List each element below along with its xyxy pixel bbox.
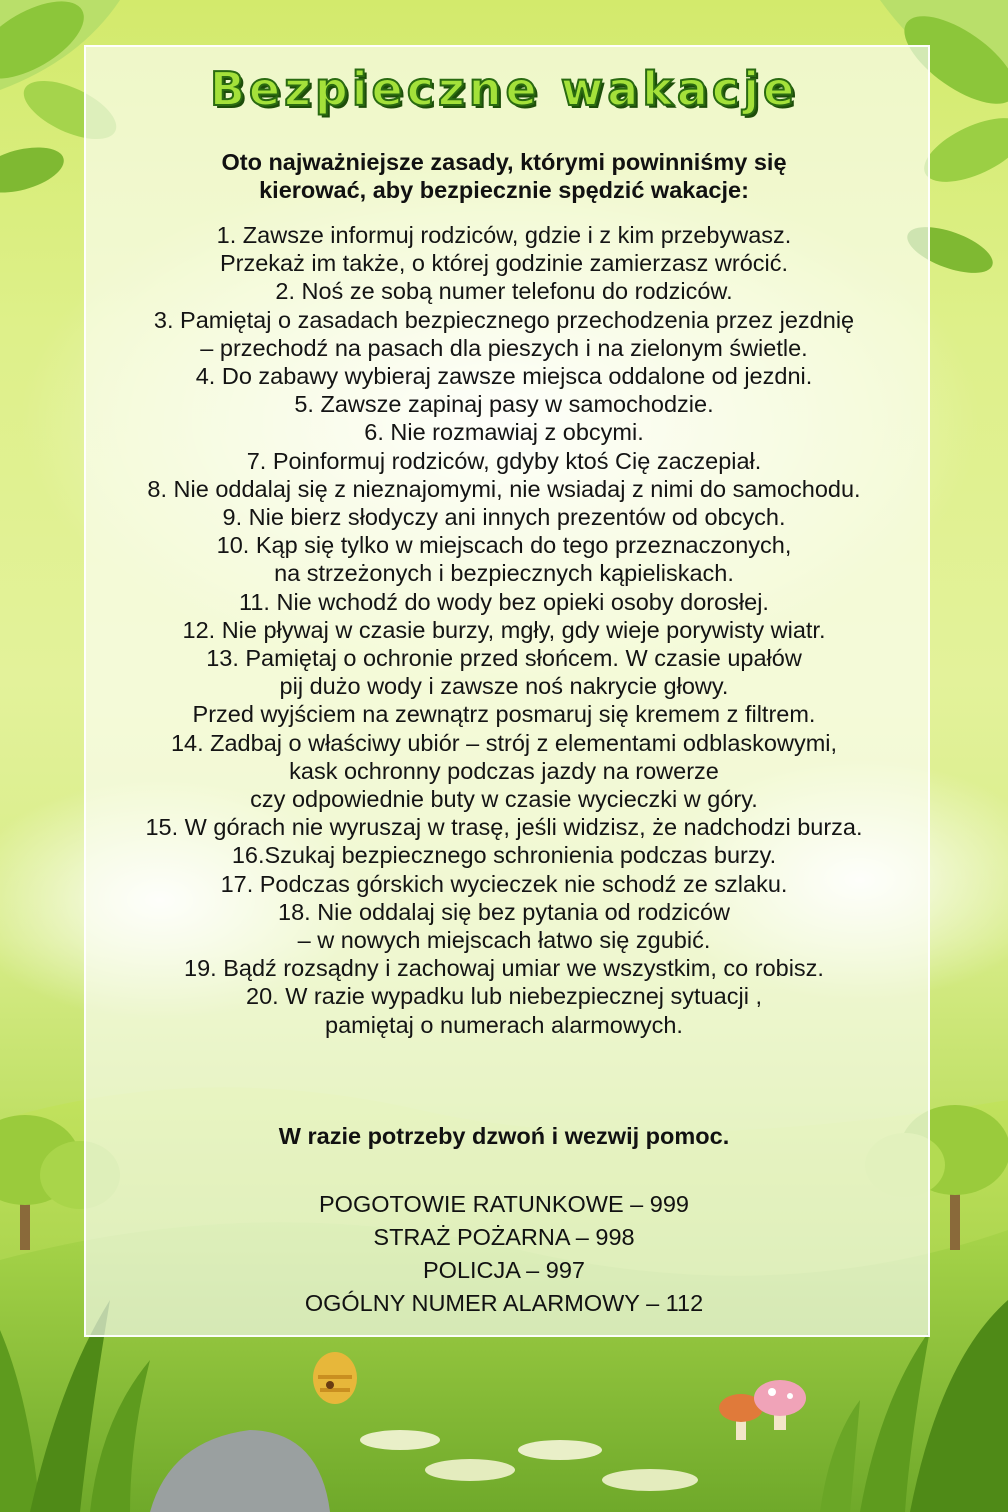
- intro-line: Oto najważniejsze zasady, którymi powinniśmy się: [221, 149, 787, 175]
- rule-line: 12. Nie pływaj w czasie burzy, mgły, gdy wieje porywisty wiatr.: [182, 616, 826, 643]
- rule-line: na strzeżonych i bezpiecznych kąpieliskach.: [274, 560, 734, 587]
- emergency-numbers: [0, 1188, 1008, 1320]
- rule-line: pij dużo wody i zawsze noś nakrycie głowy.: [279, 673, 729, 700]
- rule-line: – w nowych miejscach łatwo się zgubić.: [297, 927, 711, 954]
- rule-line: – przechodź na pasach dla pieszych i na zielonym świetle.: [200, 334, 808, 361]
- emergency-number-general: OGÓLNY NUMER ALARMOWY – 112: [304, 1290, 704, 1316]
- rule-line: 17. Podczas górskich wycieczek nie schodź ze szlaku.: [220, 870, 788, 897]
- rule-line: kask ochronny podczas jazdy na rowerze: [289, 757, 719, 784]
- rule-line: 9. Nie bierz słodyczy ani innych prezentów od obcych.: [222, 504, 786, 531]
- rule-line: 11. Nie wchodź do wody bez opieki osoby dorosłej.: [239, 588, 769, 615]
- rule-line: pamiętaj o numerach alarmowych.: [325, 1011, 683, 1038]
- help-text: W razie potrzeby dzwoń i wezwij pomoc.: [278, 1123, 730, 1149]
- page-title: Bezpieczne wakacje: [209, 62, 799, 116]
- stone-icon: [360, 1430, 440, 1450]
- rule-line: 20. W razie wypadku lub niebezpiecznej sytuacji ,: [246, 983, 762, 1010]
- rules-list: [0, 221, 1008, 1039]
- rule-line: Przekaż im także, o której godzinie zamierzasz wrócić.: [219, 250, 789, 277]
- rule-line: 7. Poinformuj rodziców, gdyby ktoś Cię zaczepiał.: [246, 447, 762, 474]
- rule-line: 10. Kąp się tylko w miejscach do tego przeznaczonych,: [216, 532, 792, 559]
- emergency-number-ambulance: POGOTOWIE RATUNKOWE – 999: [319, 1191, 689, 1217]
- rule-line: 8. Nie oddalaj się z nieznajomymi, nie wsiadaj z nimi do samochodu.: [147, 475, 861, 502]
- rule-line: 5. Zawsze zapinaj pasy w samochodzie.: [294, 391, 714, 418]
- beehive-icon: [313, 1352, 357, 1404]
- rule-line: 1. Zawsze informuj rodziców, gdzie i z kim przebywasz.: [216, 222, 792, 248]
- rule-line: 14. Zadbaj o właściwy ubiór – strój z elementami odblaskowymi,: [170, 729, 838, 756]
- emergency-number-fire: STRAŻ POŻARNA – 998: [373, 1224, 635, 1250]
- rule-line: 3. Pamiętaj o zasadach bezpiecznego przechodzenia przez jezdnię: [153, 306, 855, 333]
- rule-line: Przed wyjściem na zewnątrz posmaruj się kremem z filtrem.: [192, 701, 816, 728]
- rule-line: 13. Pamiętaj o ochronie przed słońcem. W czasie upałów: [206, 645, 802, 672]
- rule-line: 6. Nie rozmawiaj z obcymi.: [364, 419, 644, 446]
- rule-line: 18. Nie oddalaj się bez pytania od rodziców: [278, 898, 730, 925]
- rule-line: czy odpowiednie buty w czasie wycieczki w góry.: [250, 786, 758, 813]
- intro-text: [0, 148, 1008, 204]
- intro-line: kierować, aby bezpiecznie spędzić wakacje:: [259, 177, 749, 203]
- emergency-number-police: POLICJA – 997: [423, 1257, 585, 1283]
- rule-line: 2. Noś ze sobą numer telefonu do rodziców.: [275, 278, 733, 305]
- rule-line: 15. W górach nie wyruszaj w trasę, jeśli widzisz, że nadchodzi burza.: [145, 814, 863, 841]
- rule-line: 19. Bądź rozsądny i zachowaj umiar we wszystkim, co robisz.: [184, 955, 824, 982]
- rule-line: 16.Szukaj bezpiecznego schronienia podczas burzy.: [231, 842, 777, 869]
- rule-line: 4. Do zabawy wybieraj zawsze miejsca oddalone od jezdni.: [195, 363, 813, 390]
